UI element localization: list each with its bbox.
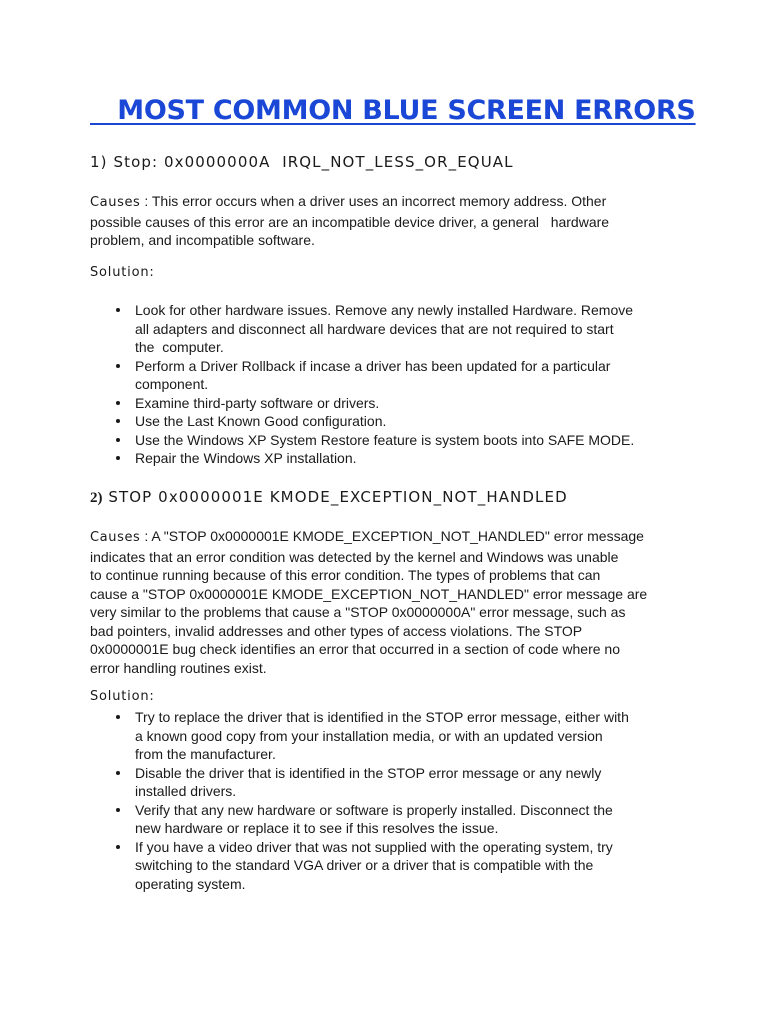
causes-line: indicates that an error condition was detected by the kernel and Windows was unable <box>90 548 619 565</box>
causes-line: Causes : This error occurs when a driver uses an incorrect memory address. Other <box>90 193 607 210</box>
section-1-causes <box>90 192 690 250</box>
bullet-icon <box>116 845 120 849</box>
causes-line: error handling routines exist. <box>90 659 267 676</box>
bullet-icon <box>116 808 120 812</box>
list-item: Verify that any new hardware or software is properly installed. Disconnect the new hardware or replace it to see if this resolves the issue. <box>90 801 690 838</box>
section-1-heading: 1) Stop: 0x0000000A IRQL_NOT_LESS_OR_EQUAL <box>90 153 514 171</box>
section-2-heading: 2) STOP 0x0000001E KMODE_EXCEPTION_NOT_HANDLED <box>90 488 568 506</box>
list-item: Use the Last Known Good configuration. <box>90 412 690 431</box>
bullet-icon <box>116 456 120 460</box>
section-1-solution-list <box>90 301 690 468</box>
causes-line: problem, and incompatible software. <box>90 232 315 248</box>
bullet-icon <box>116 419 120 423</box>
bullet-icon <box>116 308 120 312</box>
bullet-icon <box>116 438 120 442</box>
causes-line: to continue running because of this error condition. The types of problems that can <box>90 567 601 583</box>
section-1-solution-label: Solution: <box>90 265 155 280</box>
list-item: Try to replace the driver that is identified in the STOP error message, either with a known good copy from your installation media, or with an updated version from the manufacturer. <box>90 708 690 764</box>
document-title: MOST COMMON BLUE SCREEN ERRORS <box>90 95 696 126</box>
list-item: Use the Windows XP System Restore feature is system boots into SAFE MODE. <box>90 431 690 450</box>
section-2-number: 2) <box>90 490 103 506</box>
causes-line: 0x0000001E bug check identifies an error that occurred in a section of code where no <box>90 641 620 657</box>
section-2-solution-label: Solution: <box>90 689 155 704</box>
causes-line: possible causes of this error are an incompatible device driver, a general hardware <box>90 213 610 230</box>
bullet-icon <box>116 364 120 368</box>
list-item: Disable the driver that is identified in the STOP error message or any newly installed drivers. <box>90 764 690 801</box>
causes-line: Causes : A "STOP 0x0000001E KMODE_EXCEPTION_NOT_HANDLED" error message <box>90 528 644 545</box>
list-item: Look for other hardware issues. Remove any newly installed Hardware. Remove all adapters and disconnect all hardware devices that are not required to start the computer. <box>90 301 690 357</box>
causes-line: cause a "STOP 0x0000001E KMODE_EXCEPTION_NOT_HANDLED" error message are <box>90 585 648 602</box>
causes-label: Causes <box>90 195 141 210</box>
list-item: Repair the Windows XP installation. <box>90 449 690 468</box>
bullet-icon <box>116 715 120 719</box>
bullet-icon <box>116 401 120 405</box>
list-item: Examine third-party software or drivers. <box>90 394 690 413</box>
causes-line: very similar to the problems that cause a "STOP 0x0000000A" error message, such as <box>90 604 626 620</box>
causes-label: Causes <box>90 530 141 545</box>
bullet-icon <box>116 771 120 775</box>
list-item: If you have a video driver that was not supplied with the operating system, try switching to the standard VGA driver or a driver that is compatible with the operating system. <box>90 838 690 894</box>
section-2-causes <box>90 527 690 677</box>
list-item: Perform a Driver Rollback if incase a driver has been updated for a particular component. <box>90 357 690 394</box>
causes-line: bad pointers, invalid addresses and other types of access violations. The STOP <box>90 622 583 639</box>
section-2-solution-list <box>90 708 690 893</box>
